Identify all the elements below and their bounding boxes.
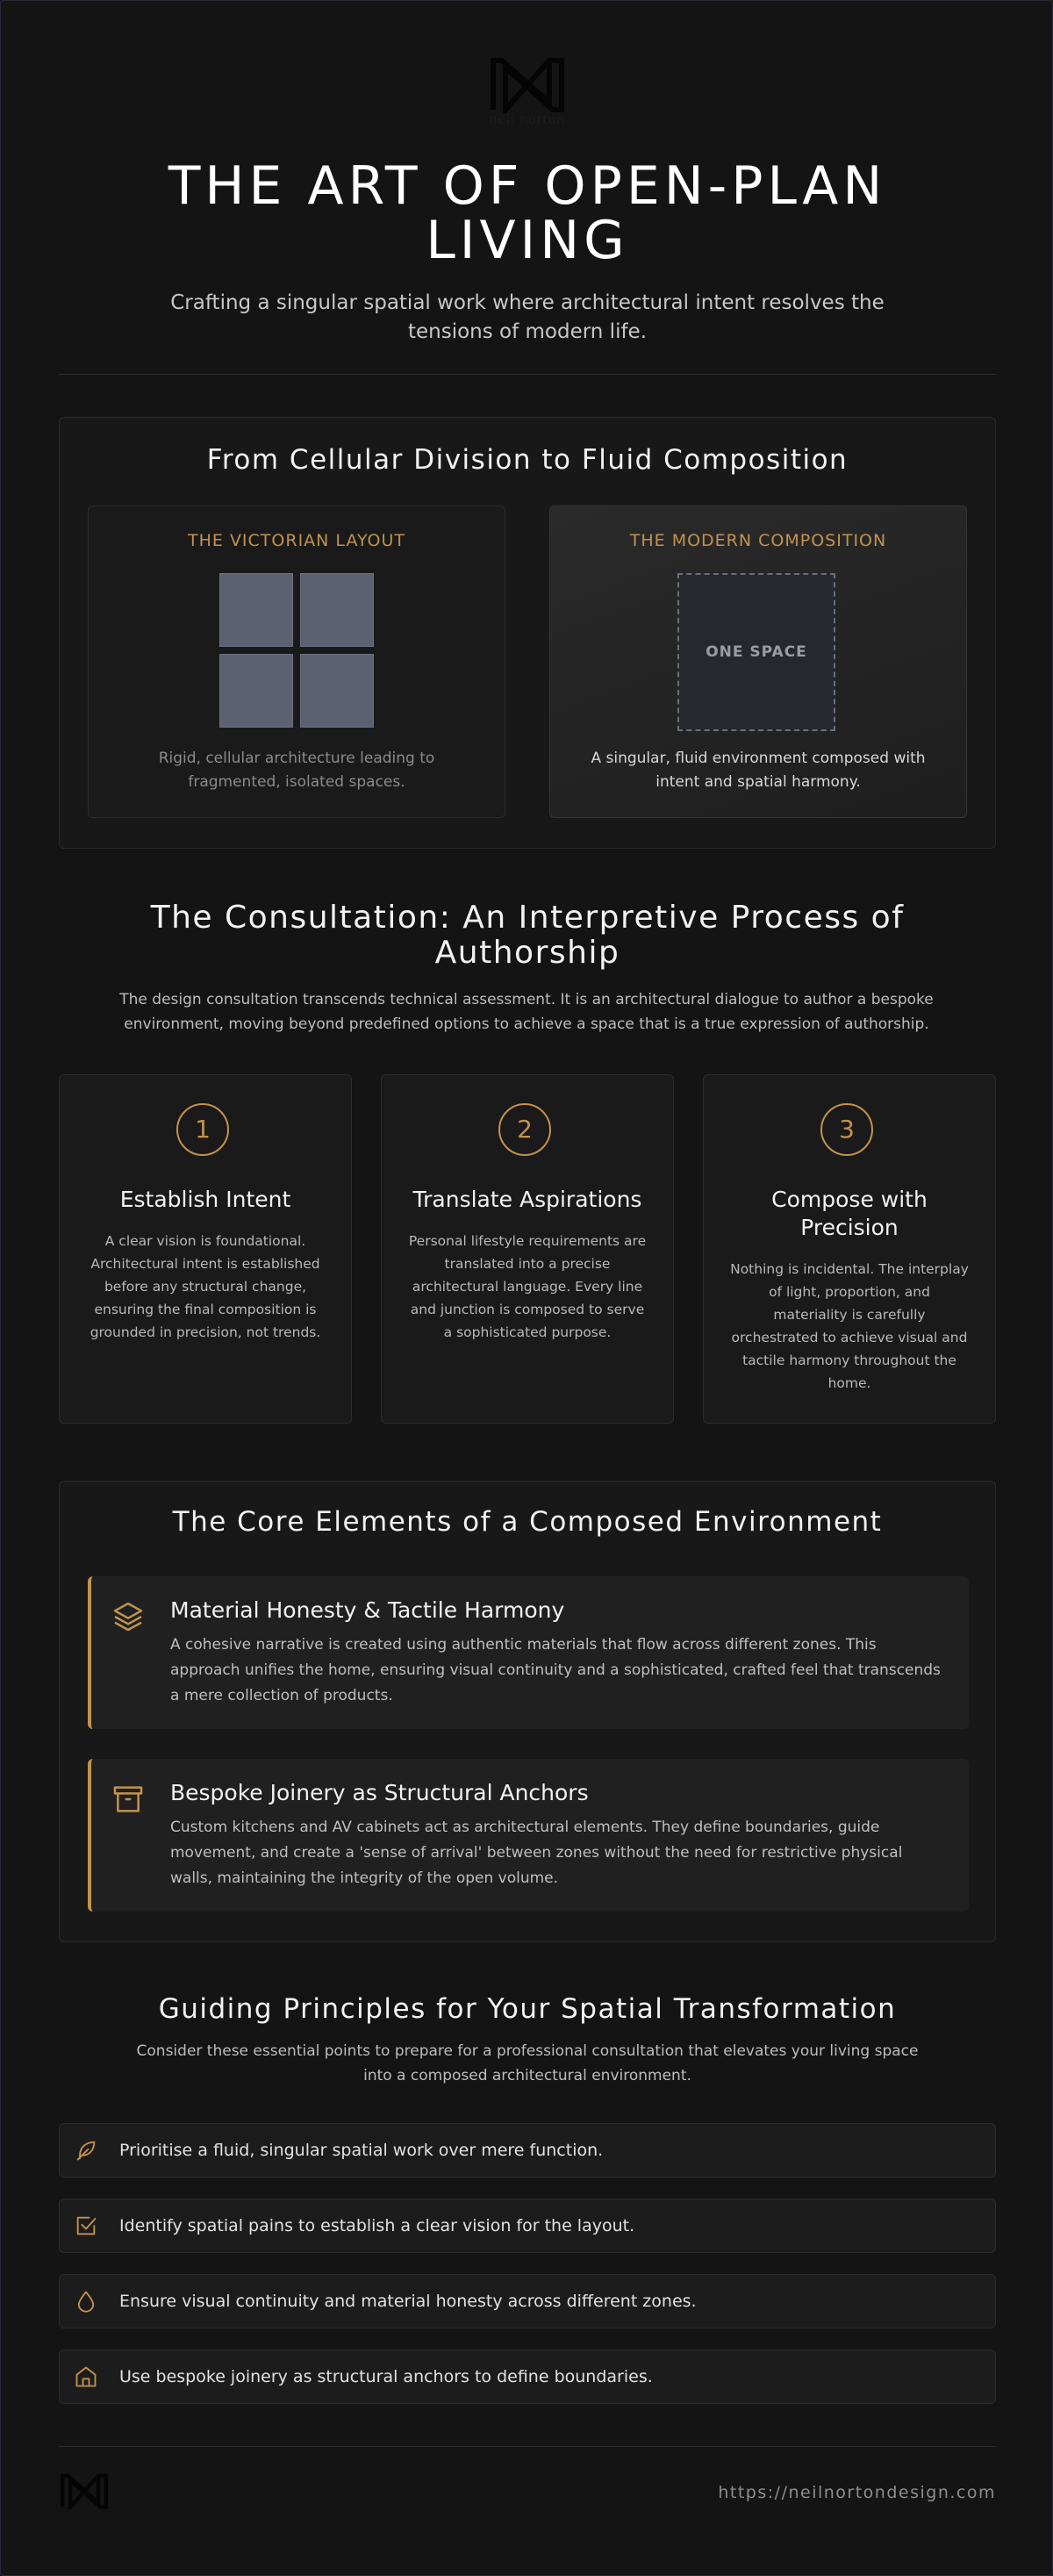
principle-item bbox=[59, 2274, 996, 2328]
principles-intro: Consider these essential points to prepare for a professional consultation that elevates your living space into a composed architectural environment. bbox=[136, 2042, 919, 2084]
footer-logo-icon bbox=[59, 2472, 110, 2509]
principle-text: Ensure visual continuity and material honesty across different zones. bbox=[119, 2292, 697, 2311]
principles-heading: Guiding Principles for Your Spatial Transformation bbox=[158, 1993, 897, 2025]
grid-cell bbox=[300, 654, 374, 728]
consultation-heading: The Consultation: An Interpretive Process of Authorship bbox=[150, 900, 905, 971]
principle-text: Use bespoke joinery as structural anchors to define boundaries. bbox=[119, 2367, 653, 2386]
droplet-icon bbox=[74, 2289, 98, 2314]
principle-item bbox=[59, 2350, 996, 2404]
step-number: 1 bbox=[176, 1103, 229, 1156]
feature-material-honesty bbox=[88, 1576, 969, 1729]
feature-title: Material Honesty & Tactile Harmony bbox=[170, 1597, 565, 1623]
one-space-diagram: ONE SPACE bbox=[677, 573, 835, 731]
principle-item bbox=[59, 2199, 996, 2253]
step-number: 2 bbox=[498, 1103, 551, 1156]
comparison-heading: From Cellular Division to Fluid Composition bbox=[206, 444, 849, 476]
feature-title: Bespoke Joinery as Structural Anchors bbox=[170, 1780, 589, 1805]
core-elements-section bbox=[59, 1481, 996, 1942]
feather-icon bbox=[74, 2138, 98, 2163]
archive-box-icon bbox=[111, 1782, 146, 1817]
page-title: THE ART OF OPEN-PLAN LIVING bbox=[168, 155, 887, 271]
cellular-grid-diagram bbox=[219, 573, 374, 728]
step-title: Establish Intent bbox=[119, 1187, 291, 1212]
victorian-description: Rigid, cellular architecture leading to fragmented, isolated spaces. bbox=[158, 750, 435, 791]
victorian-card bbox=[88, 506, 505, 818]
comparison-section bbox=[59, 417, 996, 849]
home-icon bbox=[74, 2364, 98, 2389]
grid-cell bbox=[219, 654, 293, 728]
step-card-2 bbox=[381, 1074, 674, 1424]
step-card-1 bbox=[59, 1074, 352, 1424]
principle-item bbox=[59, 2123, 996, 2178]
page-subtitle: Crafting a singular spatial work where architectural intent resolves the tensions of modern life. bbox=[170, 291, 885, 343]
feature-description: Custom kitchens and AV cabinets act as architectural elements. They define boundaries, guide movement, and create a 'sense of arrival' between zones without the need for restrictive physical walls, maintaining the integrity of the open volume. bbox=[170, 1819, 903, 1887]
modern-title: THE MODERN COMPOSITION bbox=[629, 531, 887, 550]
step-description: A clear vision is foundational. Architectural intent is established before any structural change, ensuring the final composition is grounded in precision, not trends. bbox=[90, 1233, 321, 1340]
grid-cell bbox=[300, 573, 374, 647]
victorian-title: THE VICTORIAN LAYOUT bbox=[188, 531, 405, 550]
logo-n-icon bbox=[488, 55, 567, 113]
principle-text: Prioritise a fluid, singular spatial work over mere function. bbox=[119, 2141, 604, 2160]
step-title: Translate Aspirations bbox=[412, 1187, 642, 1212]
grid-cell bbox=[219, 573, 293, 647]
checkbox-icon bbox=[74, 2214, 98, 2238]
brand-logo bbox=[59, 55, 996, 127]
footer-website-link[interactable]: https://neilnortondesign.com bbox=[718, 2483, 996, 2502]
step-description: Personal lifestyle requirements are translated into a precise architectural language. Every line and junction is composed to serve a sophisticated purpose. bbox=[408, 1233, 647, 1340]
principle-text: Identify spatial pains to establish a clear vision for the layout. bbox=[119, 2216, 635, 2235]
feature-bespoke-joinery bbox=[88, 1759, 969, 1912]
layers-icon bbox=[111, 1599, 146, 1634]
core-elements-heading: The Core Elements of a Composed Environment bbox=[172, 1506, 883, 1538]
step-card-3 bbox=[703, 1074, 996, 1424]
divider bbox=[59, 374, 996, 375]
logo-text: neil norton bbox=[489, 113, 566, 127]
step-title: Compose with Precision bbox=[771, 1187, 928, 1240]
step-description: Nothing is incidental. The interplay of light, proportion, and materiality is carefully orchestrated to achieve visual and tactile harmony throughout the home. bbox=[730, 1261, 969, 1391]
consultation-intro: The design consultation transcends technical assessment. It is an architectural dialogue to author a bespoke environment, moving beyond predefined options to achieve a space that is a true expression of authorship. bbox=[119, 991, 934, 1033]
footer-divider bbox=[59, 2446, 996, 2447]
step-number: 3 bbox=[820, 1103, 873, 1156]
feature-description: A cohesive narrative is created using authentic materials that flow across different zones. This approach unifies the home, ensuring visual continuity and a sophisticated, crafted feel that transcends a mere collection of products. bbox=[170, 1636, 941, 1704]
modern-card bbox=[549, 506, 967, 818]
modern-description: A singular, fluid environment composed with intent and spatial harmony. bbox=[591, 750, 926, 791]
